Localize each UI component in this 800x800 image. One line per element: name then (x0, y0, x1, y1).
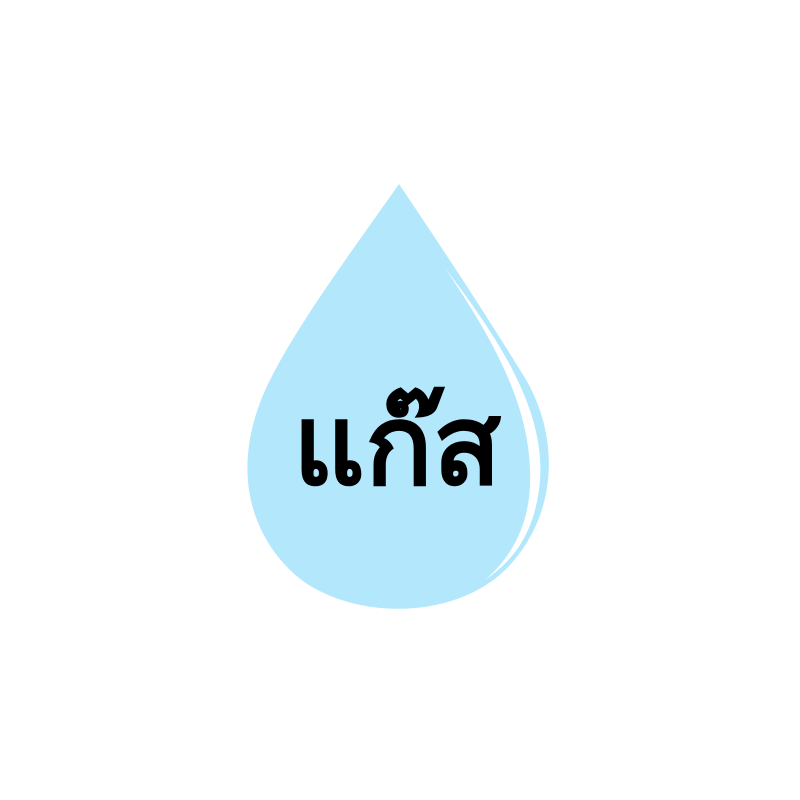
logo-word: แก๊ส (292, 381, 502, 511)
